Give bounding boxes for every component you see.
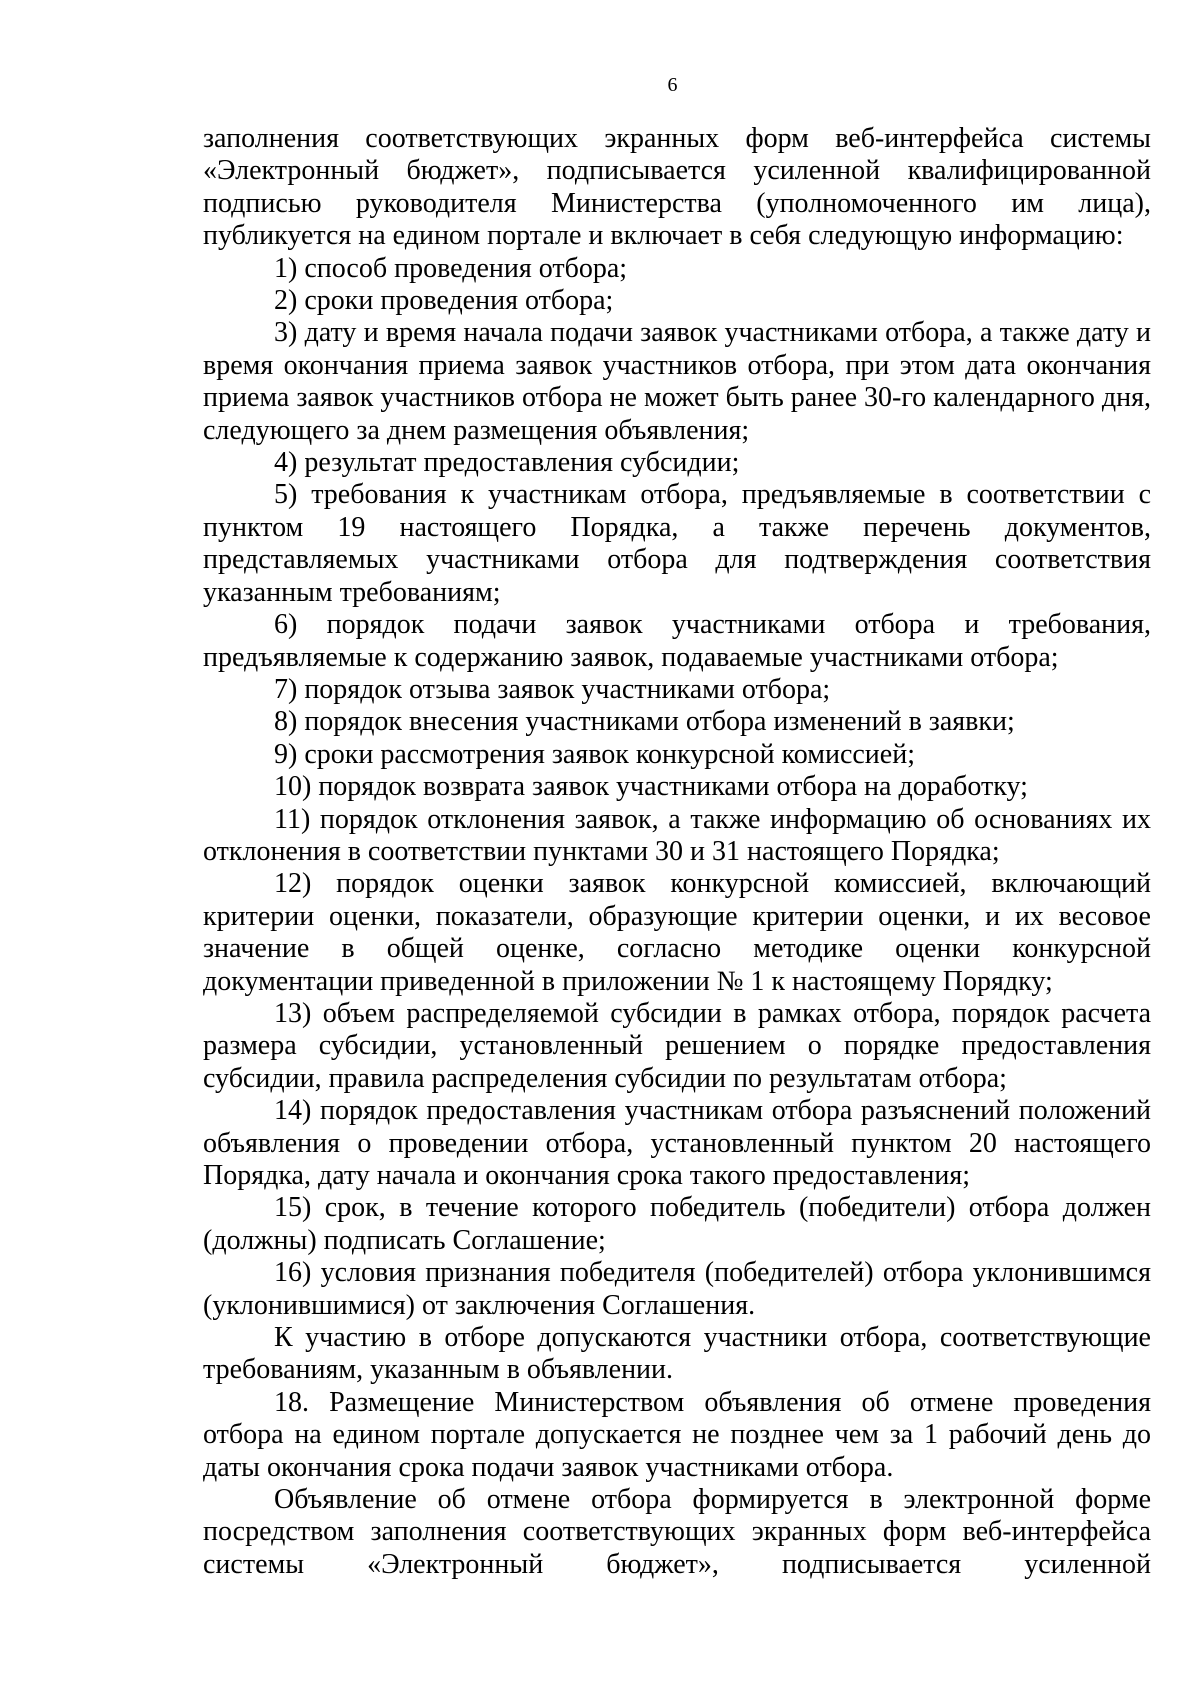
list-item-15: 15) срок, в течение которого победитель (победители) отбора должен (должны) подписать Соглашение;	[203, 1192, 1151, 1256]
list-item-1: 1) способ проведения отбора;	[274, 252, 628, 284]
list-item-8: 8) порядок внесения участниками отбора изменений в заявки;	[274, 706, 1015, 738]
list-item-13: 13) объем распределяемой субсидии в рамках отбора, порядок расчета размера субсидии, установленный решением о порядке предоставления субсидии, правила распределения субсидии по результатам отбора;	[203, 997, 1151, 1094]
list-item-7: 7) порядок отзыва заявок участниками отбора;	[274, 673, 831, 705]
paragraph-admission: К участию в отборе допускаются участники отбора, соответствующие требованиям, указанным в объявлении.	[203, 1322, 1151, 1386]
list-item-2: 2) сроки проведения отбора;	[274, 285, 614, 317]
paragraph-continuation: заполнения соответствующих экранных форм веб-интерфейса системы «Электронный бюджет», подписывается усиленной квалифицированной подписью руководителя Министерства (уполномоченного им лица), публикуется на едином портале и включает в себя следующую информацию:	[203, 123, 1151, 252]
list-item-10: 10) порядок возврата заявок участниками отбора на доработку;	[274, 771, 1028, 803]
paragraph-clause-18: 18. Размещение Министерством объявления об отмене проведения отбора на едином портале допускается не позднее чем за 1 рабочий день до даты окончания срока подачи заявок участниками отбора.	[203, 1386, 1151, 1483]
list-item-12: 12) порядок оценки заявок конкурсной комиссией, включающий критерии оценки, показатели, образующие критерии оценки, и их весовое значение в общей оценке, согласно методике оценки конкурсной документации приведенной в приложении № 1 к настоящему Порядку;	[203, 868, 1151, 997]
list-item-6: 6) порядок подачи заявок участниками отбора и требования, предъявляемые к содержанию заявок, подаваемые участниками отбора;	[203, 609, 1151, 673]
list-item-11: 11) порядок отклонения заявок, а также информацию об основаниях их отклонения в соответствии пунктами 30 и 31 настоящего Порядка;	[203, 803, 1151, 867]
list-item-14: 14) порядок предоставления участникам отбора разъяснений положений объявления о проведении отбора, установленный пунктом 20 настоящего Порядка, дату начала и окончания срока такого предоставления;	[203, 1095, 1151, 1191]
document-body	[203, 123, 1151, 1581]
page-number: 6	[667, 74, 678, 96]
list-item-3: 3) дату и время начала подачи заявок участниками отбора, а также дату и время окончания приема заявок участников отбора, при этом дата окончания приема заявок участников отбора не может быть ранее 30-го календарного дня, следующего за днем размещения объявления;	[203, 317, 1151, 446]
list-item-9: 9) сроки рассмотрения заявок конкурсной комиссией;	[274, 738, 915, 770]
list-item-5: 5) требования к участникам отбора, предъявляемые в соответствии с пунктом 19 настоящего Порядка, а также перечень документов, представляемых участниками отбора для подтверждения соответствия указанным требованиям;	[203, 479, 1151, 608]
list-item-16: 16) условия признания победителя (победителей) отбора уклонившимся (уклонившимися) от заключения Соглашения.	[203, 1257, 1151, 1321]
paragraph-cancellation-notice: Объявление об отмене отбора формируется в электронной форме посредством заполнения соответствующих экранных форм веб-интерфейса системы «Электронный бюджет», подписывается усиленной	[203, 1484, 1151, 1580]
list-item-4: 4) результат предоставления субсидии;	[274, 447, 740, 479]
